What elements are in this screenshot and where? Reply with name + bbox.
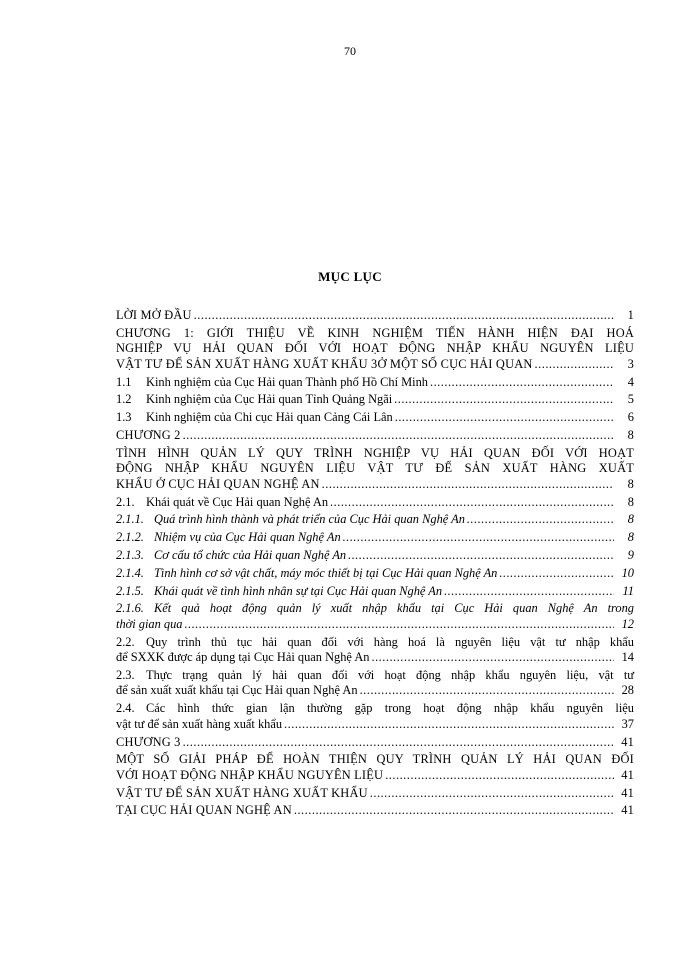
toc-leader-dots <box>194 308 614 324</box>
toc-entry-text: TẠI CỤC HẢI QUAN NGHỆ AN <box>116 803 292 818</box>
toc-entry-text: Tình hình cơ sở vật chất, máy móc thiết bị tại Cục Hải quan Nghệ An <box>154 565 498 580</box>
toc-page-number: 4 <box>627 374 634 389</box>
toc-entry[interactable] <box>116 584 634 600</box>
toc-leader-dots <box>371 650 614 666</box>
toc-entry-text: Thực trạng quản lý hải quan đối với hoạt động nhập khẩu nguyên liệu, vật tư <box>146 667 634 682</box>
toc-entry-number: 1.3 <box>116 410 132 425</box>
page-number: 70 <box>344 44 356 58</box>
toc-entry-number: 2.1.3. <box>116 547 144 562</box>
toc-leader-dots <box>330 495 614 511</box>
toc-entry-text: Nhiệm vụ của Cục Hải quan Nghệ An <box>154 530 341 545</box>
table-of-contents <box>116 308 634 821</box>
toc-entry-text: Khái quát về tình hình nhân sự tại Cục Hải quan Nghệ An <box>154 583 443 598</box>
toc-entry-text: Kết quả hoạt động quản lý xuất nhập khẩu tại Cục Hải quan Nghệ An trong <box>154 601 634 616</box>
toc-entry-number: 2.4. <box>116 701 135 716</box>
toc-leader-dots <box>430 375 614 391</box>
toc-entry[interactable] <box>116 635 634 666</box>
toc-page-number: 8 <box>627 476 634 491</box>
toc-page-number: 3 <box>627 356 634 371</box>
toc-entry[interactable] <box>116 530 634 546</box>
toc-entry[interactable] <box>116 512 634 528</box>
toc-entry-text: thời gian qua <box>116 616 183 631</box>
toc-page-number: 11 <box>622 583 634 598</box>
toc-entry-number: 2.1.5. <box>116 583 144 598</box>
toc-page-number: 9 <box>627 547 634 562</box>
toc-entry-number: 1.1 <box>116 374 132 389</box>
toc-page-number: 5 <box>627 392 634 407</box>
toc-leader-dots <box>370 786 614 802</box>
toc-entry-number: 2.1. <box>116 494 135 509</box>
toc-leader-dots <box>183 735 614 751</box>
toc-entry-text: KHẨU Ở CỤC HẢI QUAN NGHỆ AN <box>116 476 320 491</box>
toc-page-number: 14 <box>621 650 634 665</box>
toc-entry-text: để SXXK được áp dụng tại Cục Hải quan Nghệ An <box>116 650 370 665</box>
toc-entry-number: 2.2. <box>116 634 135 649</box>
toc-entry[interactable] <box>116 752 634 783</box>
toc-leader-dots <box>444 584 614 600</box>
toc-leader-dots <box>348 548 614 564</box>
toc-entry[interactable] <box>116 735 634 751</box>
toc-entry[interactable] <box>116 548 634 564</box>
toc-leader-dots <box>343 530 614 546</box>
toc-page-number: 8 <box>627 494 634 509</box>
toc-page-number: 12 <box>621 616 634 631</box>
toc-entry-text: MỘT SỐ GIẢI PHÁP ĐỂ HOÀN THIỆN QUY TRÌNH QUẢN LÝ HẢI QUAN ĐỐI <box>116 752 634 767</box>
toc-page-number: 28 <box>621 683 634 698</box>
toc-entry-text: VẬT TƯ ĐỂ SẢN XUẤT HÀNG XUẤT KHẨU <box>116 785 368 800</box>
toc-entry-text: CHƯƠNG 1: GIỚI THIỆU VỀ KINH NGHIỆM TIẾN HÀNH HIỆN ĐẠI HOÁ <box>116 325 634 340</box>
toc-page-number: 41 <box>621 734 634 749</box>
toc-entry-text: để sản xuất xuất khẩu tại Cục Hải quan Nghệ An <box>116 683 358 698</box>
toc-leader-dots <box>535 357 614 373</box>
toc-entry-number: 2.3. <box>116 667 135 682</box>
toc-entry[interactable] <box>116 428 634 444</box>
toc-leader-dots <box>183 428 614 444</box>
toc-leader-dots <box>185 617 614 633</box>
toc-page-number: 41 <box>621 767 634 782</box>
toc-entry[interactable] <box>116 495 634 511</box>
toc-entry-text: VỚI HOẠT ĐỘNG NHẬP KHẨU NGUYÊN LIỆU <box>116 767 384 782</box>
toc-entry-text: Kinh nghiệm của Cục Hải quan Thành phố Hồ Chí Minh <box>146 374 428 389</box>
toc-entry-text: NGHIỆP VỤ HẢI QUAN ĐỐI VỚI HOẠT ĐỘNG NHẬP KHẨU NGUYÊN LIỆU <box>116 341 634 356</box>
toc-entry-text: CHƯƠNG 3 <box>116 734 181 749</box>
toc-page-number: 6 <box>627 410 634 425</box>
toc-page-number: 41 <box>621 803 634 818</box>
toc-entry-number: 2.1.2. <box>116 530 144 545</box>
toc-entry[interactable] <box>116 375 634 391</box>
toc-leader-dots <box>294 803 614 819</box>
toc-entry-text: Các hình thức gian lận thường gặp trong hoạt động nhập khẩu nguyên liệu <box>146 701 634 716</box>
toc-entry-text: Kinh nghiệm của Cục Hải quan Tỉnh Quảng Ngãi <box>146 392 393 407</box>
toc-leader-dots <box>499 566 614 582</box>
toc-leader-dots <box>467 512 614 528</box>
toc-page-number: 8 <box>627 512 634 527</box>
toc-entry-text: ĐỘNG NHẬP KHẨU NGUYÊN LIỆU VẬT TƯ ĐỂ SẢN XUẤT HÀNG XUẤT <box>116 461 634 476</box>
toc-title: MỤC LỤC <box>318 269 382 284</box>
toc-entry-text: LỜI MỞ ĐẦU <box>116 308 192 322</box>
toc-entry-text: CHƯƠNG 2 <box>116 427 181 442</box>
toc-page-number: 41 <box>621 785 634 800</box>
toc-entry-text: Khái quát về Cục Hải quan Nghệ An <box>146 494 329 509</box>
toc-entry-text: VẬT TƯ ĐỂ SẢN XUẤT HÀNG XUẤT KHẨU 3Ở MỘT SỐ CỤC HẢI QUAN <box>116 356 533 371</box>
toc-entry-text: vật tư để sản xuất hàng xuất khẩu <box>116 716 283 731</box>
toc-leader-dots <box>360 683 614 699</box>
toc-entry[interactable] <box>116 701 634 732</box>
toc-entry-number: 2.1.6. <box>116 601 144 616</box>
toc-entry[interactable] <box>116 668 634 699</box>
toc-leader-dots <box>322 477 614 493</box>
toc-entry-text: Quá trình hình thành và phát triển của Cục Hải quan Nghệ An <box>154 512 465 527</box>
toc-entry[interactable] <box>116 446 634 493</box>
toc-entry-text: Cơ cấu tổ chức của Hải quan Nghệ An <box>154 547 347 562</box>
toc-page-number: 37 <box>621 716 634 731</box>
toc-entry-number: 2.1.4. <box>116 565 144 580</box>
toc-entry[interactable] <box>116 326 634 373</box>
toc-entry[interactable] <box>116 786 634 802</box>
toc-entry[interactable] <box>116 566 634 582</box>
toc-entry-number: 1.2 <box>116 392 132 407</box>
toc-entry[interactable] <box>116 601 634 632</box>
toc-leader-dots <box>284 717 614 733</box>
toc-entry-text: TÌNH HÌNH QUẢN LÝ QUY TRÌNH NGHIỆP VỤ HẢI QUAN ĐỐI VỚI HOẠT <box>116 445 634 460</box>
toc-entry[interactable] <box>116 308 634 324</box>
toc-page-number: 10 <box>621 565 634 580</box>
toc-entry[interactable] <box>116 410 634 426</box>
toc-leader-dots <box>385 768 614 784</box>
toc-entry-text: Kinh nghiệm của Chi cục Hải quan Cảng Cái Lân <box>146 410 393 425</box>
toc-page-number: 8 <box>627 427 634 442</box>
toc-entry[interactable] <box>116 392 634 408</box>
toc-entry[interactable] <box>116 803 634 819</box>
toc-leader-dots <box>394 392 614 408</box>
toc-leader-dots <box>395 410 614 426</box>
toc-entry-text: Quy trình thủ tục hải quan đối với hàng hoá là nguyên liệu vật tư nhập khẩu <box>146 634 634 649</box>
toc-page-number: 1 <box>627 308 634 322</box>
toc-page-number: 8 <box>627 530 634 545</box>
toc-entry-number: 2.1.1. <box>116 512 144 527</box>
